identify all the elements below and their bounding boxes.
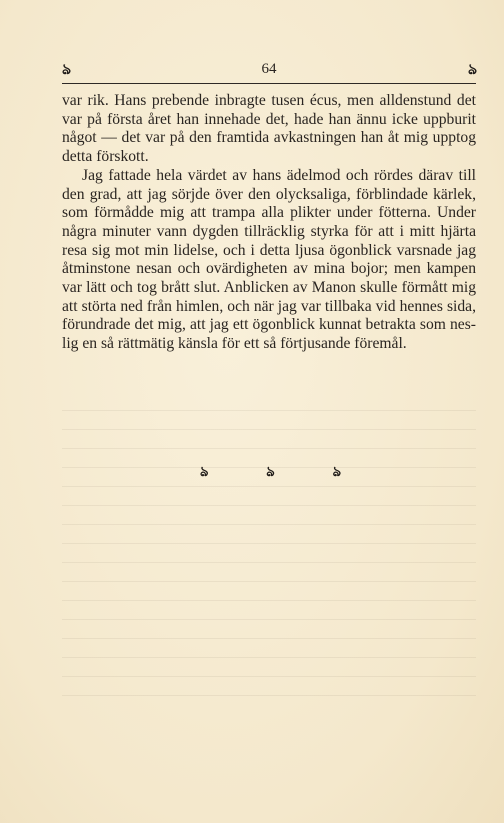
- ornament-icon: ঌ: [266, 465, 274, 480]
- ornament-icon: ঌ: [200, 465, 208, 480]
- show-through-text: [62, 410, 476, 710]
- body-text: [62, 92, 476, 354]
- header-rule: [62, 83, 476, 84]
- paragraph: Jag fattade hela värdet av hans ädelmod och rördes därav till den grad, att jag sörjde över den olycksaliga, förblindade kärlek, som förmådde mig att trampa alla plikter under fötterna. Under några minuter vann dygden tillräcklig styrka för att i mitt hjärta resa sig mot min lidelse, och i detta ljusa ögonblick varsnade jag åtminstone nesan och ovärdigheten av mina bojor; men kampen var lätt och tog brått slut. Anblicken av Manon skulle förmått mig att störta ned från himlen, och när jag var tillbaka vid hennes sida, förundrade det mig, att jag ett ögonblick kunnat betrakta som neslig en så rättmätig känsla för ett så förtjusande föremål.: [62, 166, 476, 353]
- section-end-ornaments: [200, 460, 340, 484]
- ornament-left-icon: ঌ: [62, 62, 71, 78]
- page-header: [62, 60, 476, 82]
- ornament-icon: ঌ: [332, 465, 340, 480]
- ornament-right-icon: ঌ: [467, 62, 476, 78]
- paragraph: var rik. Hans prebende inbragte tusen écus, men alldenstund det var på första året han innehade det, hade han ännu icke uppburit något — det var på den framtida avkastningen han åt mig upptog detta förskott.: [62, 92, 476, 166]
- page-number: 64: [261, 61, 277, 77]
